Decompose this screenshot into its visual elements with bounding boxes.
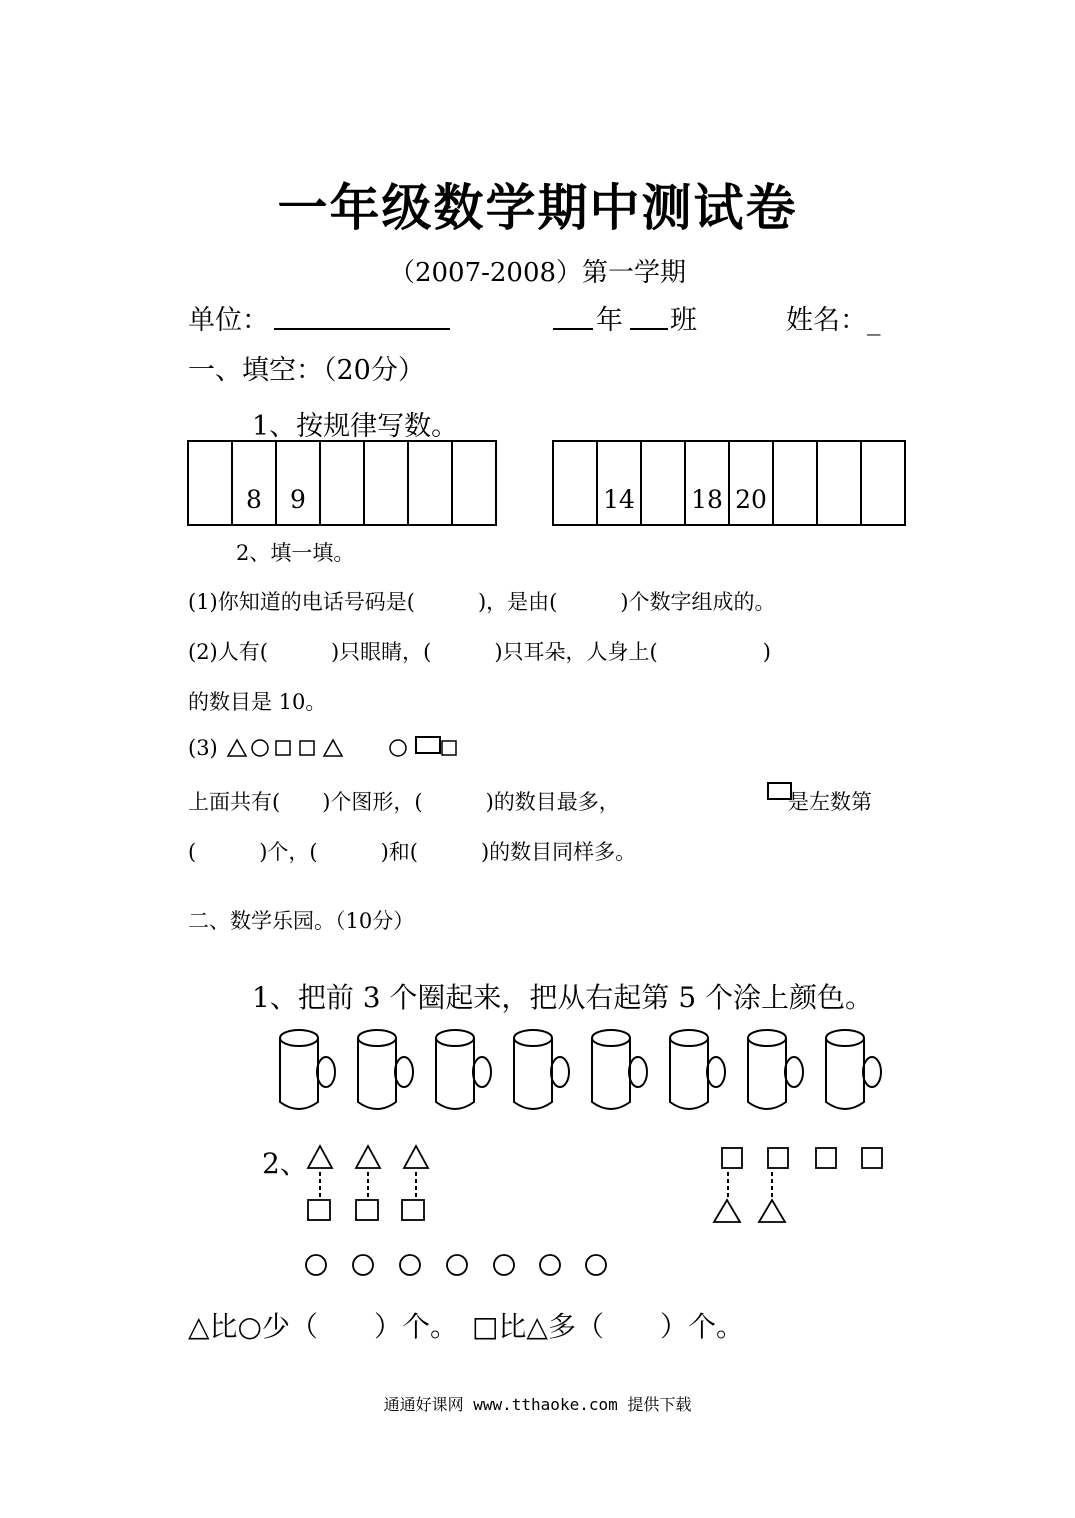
class-label: 班 bbox=[670, 305, 697, 336]
section2-heading: 二、数学乐园。（10分） bbox=[188, 909, 415, 933]
sequence-table-a bbox=[187, 440, 497, 526]
triangle-icon bbox=[356, 1146, 380, 1168]
name-label: 姓名：_ bbox=[786, 305, 881, 336]
square-icon bbox=[442, 741, 456, 755]
cup-icon[interactable] bbox=[358, 1030, 413, 1109]
triangle-icon bbox=[714, 1200, 740, 1222]
rectangle-icon bbox=[416, 737, 440, 753]
cup-icon[interactable] bbox=[280, 1030, 335, 1109]
triangle-icon bbox=[759, 1200, 785, 1222]
q2-label: 2、填一填。 bbox=[236, 541, 355, 565]
seq-cell[interactable] bbox=[452, 441, 496, 525]
circle-icon bbox=[390, 740, 406, 756]
square-icon bbox=[300, 741, 314, 755]
q2-item3-prefix: (3) bbox=[188, 736, 218, 760]
circle-icon bbox=[306, 1255, 326, 1275]
seq-cell: 18 bbox=[685, 441, 729, 525]
triangle-icon bbox=[404, 1146, 428, 1168]
seq-cell: 8 bbox=[232, 441, 276, 525]
sequence-table-b bbox=[552, 440, 906, 526]
answer-line: △比○少（ ）个。 □比△多（ ）个。 bbox=[188, 1310, 744, 1343]
seq-cell[interactable] bbox=[408, 441, 452, 525]
circle-icon bbox=[586, 1255, 606, 1275]
cup-icon[interactable] bbox=[514, 1030, 569, 1109]
q2-item3-text-b: 是左数第 bbox=[788, 790, 872, 814]
unit-label: 单位： bbox=[188, 305, 269, 336]
seq-cell[interactable] bbox=[320, 441, 364, 525]
triangle-icon bbox=[324, 740, 342, 756]
class-field[interactable] bbox=[630, 300, 668, 330]
page-title: 一年级数学期中测试卷 bbox=[277, 179, 798, 237]
q2-item2b: 的数目是 10。 bbox=[188, 690, 327, 714]
square-icon bbox=[308, 1200, 330, 1220]
grade-field[interactable] bbox=[553, 300, 593, 330]
circle-icon bbox=[252, 740, 268, 756]
q2-item3-text-c: ( )个，( )和( )的数目同样多。 bbox=[188, 840, 637, 864]
q2-item3-text-a: 上面共有( )个图形，( )的数目最多， bbox=[188, 790, 620, 814]
section1-heading: 一、填空：（20分） bbox=[188, 355, 425, 386]
q2-item1: (1)你知道的电话号码是( )，是由( )个数字组成的。 bbox=[188, 590, 776, 614]
q1-label: 1、按规律写数。 bbox=[252, 411, 459, 442]
circle-icon bbox=[353, 1255, 373, 1275]
footer-credit: 通通好课网 www.tthaoke.com 提供下载 bbox=[383, 1395, 692, 1414]
square-icon bbox=[816, 1148, 836, 1168]
cup-icon[interactable] bbox=[748, 1030, 803, 1109]
cup-icon[interactable] bbox=[670, 1030, 725, 1109]
square-icon bbox=[768, 1148, 788, 1168]
square-icon bbox=[276, 741, 290, 755]
seq-cell[interactable] bbox=[188, 441, 232, 525]
square-icon bbox=[862, 1148, 882, 1168]
circle-icon bbox=[540, 1255, 560, 1275]
s2-q1-label: 1、把前 3 个圈起来，把从右起第 5 个涂上颜色。 bbox=[252, 981, 874, 1014]
triangle-icon bbox=[228, 740, 246, 756]
seq-cell[interactable] bbox=[861, 441, 905, 525]
seq-cell: 14 bbox=[597, 441, 641, 525]
cup-icon[interactable] bbox=[436, 1030, 491, 1109]
unit-field[interactable] bbox=[274, 300, 450, 330]
triangle-icon bbox=[308, 1146, 332, 1168]
square-icon bbox=[402, 1200, 424, 1220]
seq-cell[interactable] bbox=[364, 441, 408, 525]
circle-icon bbox=[447, 1255, 467, 1275]
grade-label: 年 bbox=[596, 305, 623, 336]
cups-row bbox=[270, 1024, 890, 1116]
semester-subtitle: （2007-2008）第一学期 bbox=[388, 258, 687, 288]
cup-icon[interactable] bbox=[592, 1030, 647, 1109]
circle-icon bbox=[400, 1255, 420, 1275]
circle-icon bbox=[494, 1255, 514, 1275]
q2-item2a: (2)人有( )只眼睛，( )只耳朵，人身上( ) bbox=[188, 640, 771, 664]
square-icon bbox=[356, 1200, 378, 1220]
seq-cell[interactable] bbox=[817, 441, 861, 525]
seq-cell[interactable] bbox=[773, 441, 817, 525]
seq-cell[interactable] bbox=[641, 441, 685, 525]
square-icon bbox=[722, 1148, 742, 1168]
seq-cell[interactable] bbox=[553, 441, 597, 525]
seq-cell: 9 bbox=[276, 441, 320, 525]
comparison-diagram bbox=[296, 1140, 896, 1290]
cup-icon[interactable] bbox=[826, 1030, 881, 1109]
seq-cell: 20 bbox=[729, 441, 773, 525]
s2-q2-label: 2、 bbox=[262, 1147, 308, 1180]
shape-sequence bbox=[224, 732, 464, 764]
